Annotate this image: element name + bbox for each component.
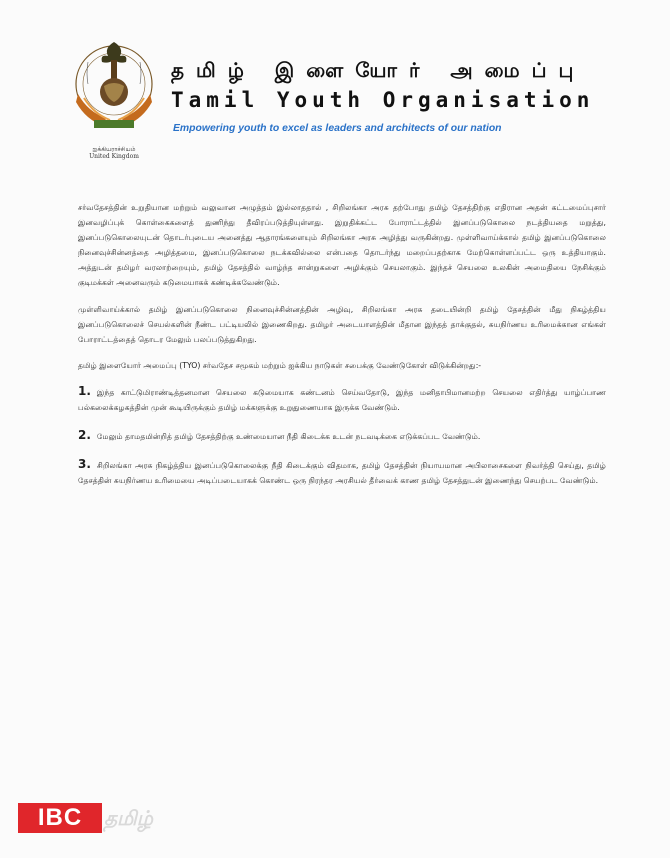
org-title-english: Tamil Youth Organisation — [171, 88, 595, 112]
paragraph: முள்ளிவாய்க்கால் தமிழ் இனப்படுகொலை நினைவுச்சின்னத்தின் அழிவு, சிறிலங்கா அரசு தடையின்றி தமிழ் தேசத்தின் மீது நிகழ்த்திய இனப்படுகொலைச் செயல்களின் நீண்ட பட்டியலில் இணைகிறது. தமிழர் அடையாளத்தின் மீதான இந்தத் தாக்குதல், சுயநிர்ணய உரிமைக்கான எங்கள் போராட்டத்தைத் தொடர மேலும் பலப்படுத்துகிறது. — [78, 304, 606, 344]
tyo-logo — [64, 34, 164, 164]
demand-item-2 — [78, 428, 606, 444]
statement-body — [78, 200, 606, 501]
letterhead — [64, 22, 624, 162]
demand-text: மேலும் தாமதமின்றித் தமிழ் தேசத்திற்கு உண்மையான நீதி கிடைக்க உடன் நடவடிக்கை எடுக்கப்பட வேண்டும். — [96, 432, 481, 442]
paragraph: சர்வதேசத்தின் உறுதியான மற்றும் வலுவான அழுத்தம் இல்லாததால் , சிறிலங்கா அரசு தற்போது தமிழ் தேசத்திற்கு எதிரான அதன் கட்டமைப்புசார் இனவழிப்புக் கொள்கைகளைத் துணிந்து தீவிரப்படுத்தியுள்ளது. இறுதிக்கட்ட போராட்டத்தில் இனப்படுகொலை நடத்தியதை மறுத்து, இனப்படுகொலையுடன் தொடர்புடைய அனைத்து ஆதாரங்களையும் சிறிலங்கா அரசு அழித்து வருகின்றது. முள்ளிவாய்க்கால் தமிழ் இனப்படுகொலை நினைவுச்சின்னத்தை அழித்தமை, இனப்படுகொலை நடக்கவில்லை என்பதை தொடர்ந்து மறைப்பதற்காக மேற்கொள்ளப்பட்ட ஒரு உத்தியாகும். அத்துடன் தமிழர் வரலாற்றையும், தமிழ் தேசத்தில் வாழ்ந்த சான்றுகளை அழிக்கும் செயலாகும். இந்தச் செயலை உலகின் அமைதியை நேசிக்கும் குடிமக்கள் அனைவரும் கடுமையாகக் கண்டிக்கவேண்டும். — [78, 203, 606, 288]
logo-caption — [64, 146, 164, 160]
demand-text: இந்த காட்டுமிராண்டித்தனமான செயலை கடுமையாக கண்டனம் செய்வதோடு, இந்த மனிதாபிமானமற்ற செயலை எதிர்த்து யாழ்ப்பாண பல்கலைக்கழகத்தின் முன் கூடியிருக்கும் தமிழ் மக்களுக்கு உறுதுணையாக இருக்க வேண்டும். — [78, 387, 606, 413]
demand-number: 3. — [78, 457, 91, 472]
tyo-emblem-icon — [64, 34, 164, 144]
ibc-logo-suffix: தமிழ் — [104, 806, 153, 830]
logo-caption-english: United Kingdom — [89, 153, 139, 160]
demand-item-3 — [78, 457, 606, 488]
demand-number: 1. — [78, 383, 91, 398]
paragraph: தமிழ் இளையோர் அமைப்பு (TYO) சர்வதேச சமூகம் மற்றும் ஐக்கிய நாடுகள் சபைக்கு வேண்டுகோள் விடுக்கின்றது:- — [78, 360, 482, 370]
org-title-tamil: தமிழ் இளையோர் அமைப்பு — [171, 58, 586, 82]
logo-caption-tamil: ஐக்கியராச்சியம் — [92, 146, 136, 153]
demand-item-1 — [78, 384, 606, 415]
ibc-logo: IBC — [18, 803, 102, 833]
demand-number: 2. — [78, 428, 91, 443]
demand-text: சிறிலங்கா அரசு நிகழ்த்திய இனப்படுகொலைக்கு நீதி கிடைக்கும் விதமாக, தமிழ் தேசத்தின் நியாயமான அபிலாசைகளை நிவர்த்தி செய்து, தமிழ் தேசத்தின் சுயநிர்ணய உரிமையை அடிப்படையாகக் கொண்ட ஒரு நிரந்தர அரசியல் தீர்வைக் காண தமிழ் தேசத்துடன் இணைந்து செயற்பட வேண்டும். — [78, 461, 606, 486]
ibc-tamil-watermark — [18, 803, 188, 833]
org-tagline: Empowering youth to excel as leaders and architects of our nation — [173, 123, 502, 134]
